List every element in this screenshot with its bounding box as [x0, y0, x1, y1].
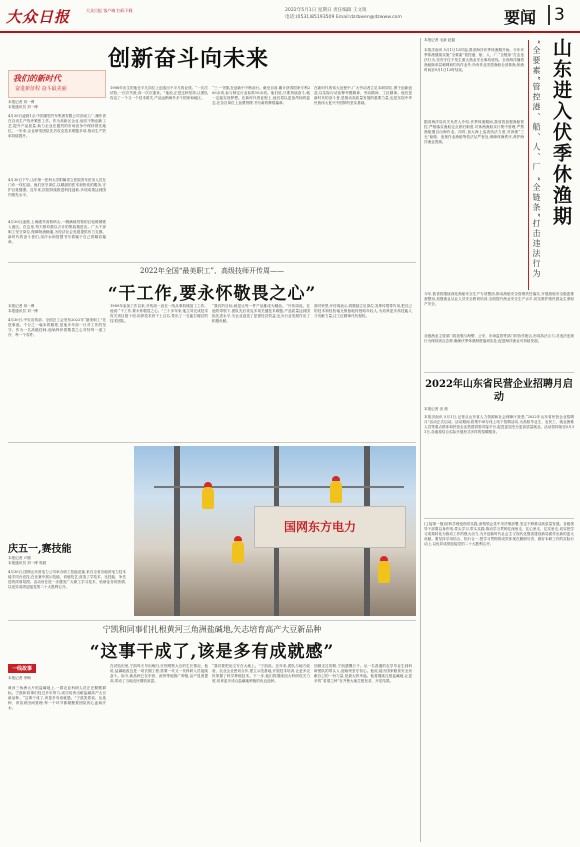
photo-caption-body: 4月30日,国网山东省电力公司举办职工技能竞赛,来自全省各地的电力技术能手同台竞技,在比赛中展示技能、切磋技艺,营造了学技术、比技能、争先进的浓厚氛围。活动旨在进一步激发广大职工学习技术、钻研业务的热情,以优异成绩迎接党的二十大胜利召开。	[8, 570, 126, 590]
divider	[8, 442, 416, 443]
logo-sub: 大众日报 客户端 扫码下载	[86, 8, 133, 13]
side2-title: 2022年山东省民营企业招聘月启动	[425, 379, 573, 403]
article2-body-a: 4月30日,中央宣传部、全国总工会发布2022年“最美职工”先进事迹。千分之一毫米的精度,是他多年如一日对工作的坚守。作为一名高级技师,他始终怀着敬畏之心对待每一道工序、每一个零件。	[8, 318, 106, 338]
byline-text-2: 本报通讯员 刘一博	[8, 105, 38, 110]
contact-text: 电话:(0531)85193509 Email:dzrbwen@dzwww.com	[285, 15, 402, 20]
side-body-b: 据省海洋局有关负责人介绍,伏季休渔期间,我省将加强渔船管控,严格落实渔船定点停泊制度,对休渔渔船实行集中管理,严禁渔船擅自出海作业。同时,加大海上巡查执法力度,对涉渔“三无”船舶、违规作业渔船等依法从严查处,保障休渔秩序,养护海洋渔业资源。	[424, 120, 524, 145]
article3-title: “这事干成了,该是多有成就感”	[89, 642, 335, 662]
byline-text-2: 本报通讯员 刘一博	[8, 309, 38, 314]
photo-sign: 国网东方电力	[284, 520, 357, 534]
article3-body-a: 黄河三角洲大片的盐碱地上,一群农业科研人员正在默默耕耘。宁凯和同事们经过多年努力,成功培育出耐盐碱高产大豆新品种。“这事干成了,该是多有成就感。”宁凯笑着说。从选种、育苗到田间管理,每一个环节都凝聚着团队的心血和汗水。	[8, 686, 106, 711]
banner-sub: 奋进新征程 奋斗最美丽	[15, 86, 67, 92]
byline-text: 本报记者 卢刚	[8, 556, 31, 560]
article2-byline	[8, 304, 104, 316]
article3-body-c: “我们要把论文写在大地上。”宁凯说。近年来,团队与地方政府、农业企业密切合作,建立示范基地,开展技术培训,让更多农民掌握了科学种植技术。下一步,他们将继续加大科研攻关力度,培育更多适合盐碱地种植的优良品种。	[212, 664, 310, 684]
article1-body-a: 4月30日凌晨1点,中国重型汽车集团有限公司济南工厂,操作者在自动生产线旁紧张工作。作为高新区企业,他们不断创新工艺,提升产品质量,助力企业在激烈的市场竞争中保持领先地位。一年来,企业研发团队先后攻克技术难题多项,推动生产效率持续提升。	[8, 114, 106, 139]
divider	[424, 518, 574, 519]
photo-caption-title: 庆五一,赛技能	[8, 544, 72, 555]
section-title: 要闻	[504, 8, 537, 27]
side2-body-2: (上接第一版)用科学理论指导实践,深刻领会党中央决策部署,坚定不移推动高质量发展。各级领导干部要以身作则,带头学习,带头实践,推动学习贯彻往深里走、往心里走、往实里走,切实把学习成果转化为推动工作的强大动力,为开创新时代社会主义现代化强省建设新局面作出新的更大贡献。要坚持学用结合、知行合一,把学习贯彻的成效体现在履职尽责、做好本职工作的实际行动上,以优异成绩迎接党的二十大胜利召开。	[424, 522, 574, 547]
byline-text: 本报记者 刘一博	[8, 304, 35, 308]
date-text: 2022年5月1日 星期日 责任编辑 王文锐	[285, 8, 367, 13]
article1-body-e: “三一”团队在创新中不断前行。截至目前,累计获得国家专利200余项,参与制定行业标准10余项。他们说,只要持续奋斗,就一定能实现梦想。在新时代的征程上,他们将以更加昂扬的姿态,在各自岗位上奋勇拼搏,书写新的辉煌篇章。	[212, 86, 310, 106]
article1-body-b: 4月30日下午,山东第一医科大学附属省立医院青年医务人员在门诊一线忙碌。他们坚守岗位,以精湛的医术和热忱的服务,守护百姓健康。近年来,医院持续推进科技创新,多项成果达到国内领先水平。	[8, 178, 106, 198]
article2-body-b: 1989年参加工作以来,开传周一直在一线从事机械加工工作。他说:“干工作,要永怀敬畏之心。”三十多年来,他主导完成技术攻关项目数十项,培养技术骨干上百名,带出了一支能打硬仗的技术团队。	[110, 304, 208, 324]
article1-byline	[8, 100, 104, 112]
newspaper-logo: 大众日报	[6, 8, 71, 26]
article1-title: 创新奋斗向未来	[108, 47, 270, 72]
article2-kicker: 2022年全国“最美职工”、高级技师开传周——	[140, 267, 284, 275]
divider	[424, 372, 574, 373]
side2-body: 本报济南讯 5月1日,记者从山东省人力资源和社会保障厅获悉,“2022年山东省民营企业招聘月”活动正式启动。活动期间,将集中举办线上线下招聘活动,为高校毕业生、农民工、就业困难人员等重点群体和民营企业搭建供需对接平台,促进更加充分更高质量就业。活动将持续至5月31日,各地将结合实际开展形式多样的招聘服务。	[424, 415, 574, 435]
page-number: 3	[548, 5, 565, 25]
banner-title: 我们的新时代	[13, 73, 61, 83]
article3-byline: 本报记者 李梅	[8, 676, 31, 680]
article1-body-f: 在新时代的伟大征程中,广大劳动者立足本职岗位,勇于创新创造,以实际行动诠释劳模精神、劳动精神、工匠精神。他们是新时代的奋斗者,是推动高质量发展的重要力量,也是实现中华民族伟大复兴中国梦的坚实基础。	[314, 86, 412, 106]
byline-text-2: 本报通讯员 刘一博 郭源	[8, 561, 47, 566]
article2-body-d: 面对荣誉,开传周表示,将继续立足岗位,发挥传帮带作用,把自己的技术和经验毫无保留地传授给年轻人,为培养更多高技能人才贡献力量,让工匠精神代代相传。	[314, 304, 412, 319]
masthead	[0, 0, 580, 30]
photo-caption-byline	[8, 556, 124, 568]
divider	[8, 620, 416, 621]
date-line	[285, 7, 495, 21]
side-body-a: 本报济南讯 5月1日12时起,我省海洋伏季休渔期开始。今年伏季休渔继续实施“全要素”管控港、船、人、厂,“全链条”打击违法行为,坚决守住不发生重大渔业安全事故底线。全省海洋捕捞渔船除单层刺网和钓具作业外,所有作业类型渔船全部休渔,休渔时间至9月1日12时结束。	[424, 48, 524, 73]
side-vertical-sub: “全要素”管控港、船、人、厂 “全链条”打击违法行为	[528, 40, 542, 290]
article3-kicker: 宁凯和同事们扎根黄河三角洲盐碱地,矢志培育高产大豆新品种	[102, 625, 322, 634]
side-body-c: 今年,我省将继续深化渔船安全生产专项整治,推动渔船安全管理责任落实,开展渔船安全隐患排查整治,加强渔业从业人员安全教育培训,全面提升渔业安全生产水平,切实维护渔民群众生命财产安全。	[424, 292, 574, 307]
side-byline: 本报记者 毛新 赵磊	[424, 38, 456, 42]
article3-tag: 一线故事	[8, 664, 36, 673]
masthead-rule	[0, 31, 580, 33]
side-vertical-title: 山东进入伏季休渔期	[550, 38, 572, 227]
column-divider	[420, 38, 421, 842]
article1-banner	[8, 70, 106, 98]
article3-body-b: 在试验田里,宁凯每天早出晚归,仔细观察大豆的生长情况。他说,盐碱地改良是一项长期工程,需要一代又一代科研人员接续奋斗。如今,新品种已在东营、滨州等地推广种植,亩产显著提高,带动了当地农民增收致富。	[110, 664, 208, 684]
article2-title: “干工作,要永怀敬畏之心”	[107, 284, 317, 304]
article1-body-c: 4月30日凌晨,上海港外高桥码头,一艘满载货物的巨轮缓缓驶入港区。在这里,每天都有数以万计的集装箱进出。广大干部职工坚守岗位,保障物流畅通,为经济社会发展提供有力支撑。新时代的奋斗者们,用汗水和智慧书写着属于自己的精彩篇章。	[8, 220, 106, 245]
article1-body-d: 1988年出生的他在平凡岗位上创造出不平凡的业绩。“一次次试验,一次次失败,再一次次重来。”他说,正是这种坚持,让团队攻克了一个又一个技术难关,产品远销海外多个国家和地区。	[110, 86, 208, 101]
divider	[8, 262, 416, 263]
side-body-d: 各级渔业主管部门将加强与海警、公安、市场监管等部门的协作配合,形成执法合力,对违法违规行为保持高压态势,确保伏季休渔制度落到实处,促进海洋渔业可持续发展。	[424, 334, 574, 344]
side2-byline: 本报记者 田 晨	[424, 407, 448, 411]
article2-body-c: “我们的目标,就是让每一件产品都成为精品。”开传周说。在他的带领下,团队先后攻克多项关键技术难题,产品质量达到国际先进水平,为企业创造了显著经济效益,也为行业发展作出了积极贡献。	[212, 304, 310, 324]
photo-power-workers	[134, 446, 416, 616]
article3-body-d: 回顾走过的路,宁凯感慨万千。从一名普通的农学毕业生到科研团队的带头人,他始终坚守初心。他说,能为国家粮食安全贡献自己的一份力量,是最大的幸福。他将继续扎根盐碱地,让更多的“希望之种”在齐鲁大地生根发芽、开花结果。	[314, 664, 412, 684]
byline-text: 本报记者 刘一博	[8, 100, 35, 104]
